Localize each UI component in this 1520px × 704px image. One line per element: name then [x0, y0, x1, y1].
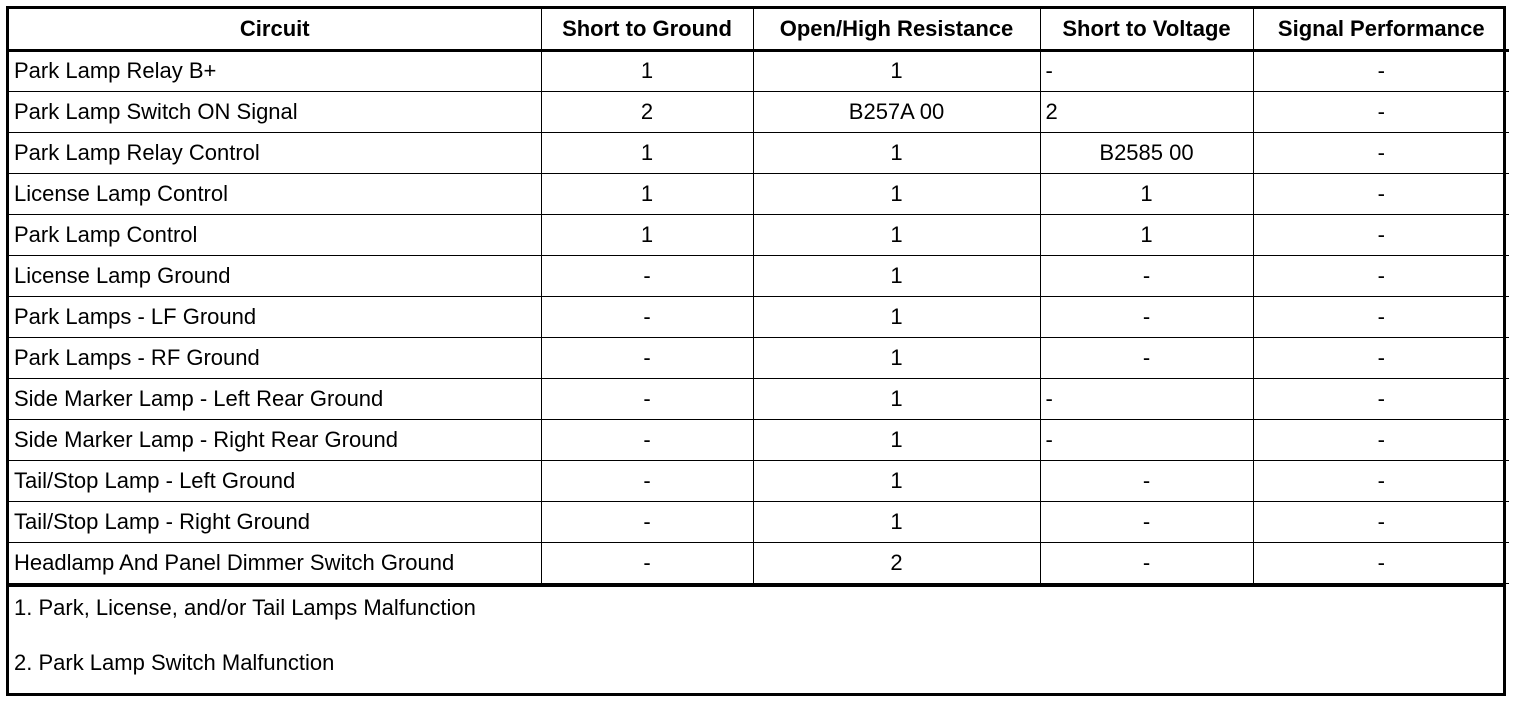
- diagnostic-table-container: [6, 6, 1506, 696]
- short-to-ground-cell: -: [541, 378, 753, 419]
- circuit-dtc-table: [9, 9, 1509, 584]
- short-to-voltage-cell: B2585 00: [1040, 132, 1253, 173]
- short-to-ground-cell: -: [541, 296, 753, 337]
- circuit-cell: Park Lamps - LF Ground: [9, 296, 541, 337]
- circuit-cell: Park Lamp Relay Control: [9, 132, 541, 173]
- open-high-resistance-cell: 1: [753, 460, 1040, 501]
- short-to-voltage-cell: -: [1040, 378, 1253, 419]
- circuit-cell: Park Lamps - RF Ground: [9, 337, 541, 378]
- circuit-cell: Side Marker Lamp - Right Rear Ground: [9, 419, 541, 460]
- footnote-1: 1. Park, License, and/or Tail Lamps Malfunction: [14, 594, 476, 620]
- table-row: [9, 501, 1509, 542]
- open-high-resistance-cell: 1: [753, 173, 1040, 214]
- signal-performance-cell: -: [1253, 173, 1509, 214]
- header-short-to-voltage: Short to Voltage: [1040, 9, 1253, 50]
- short-to-ground-cell: -: [541, 419, 753, 460]
- signal-performance-cell: -: [1253, 132, 1509, 173]
- short-to-voltage-cell: 2: [1040, 91, 1253, 132]
- open-high-resistance-cell: 1: [753, 214, 1040, 255]
- short-to-voltage-cell: -: [1040, 255, 1253, 296]
- short-to-voltage-cell: 1: [1040, 173, 1253, 214]
- header-short-to-ground: Short to Ground: [541, 9, 753, 50]
- circuit-cell: Park Lamp Relay B+: [9, 50, 541, 91]
- signal-performance-cell: -: [1253, 501, 1509, 542]
- short-to-ground-cell: -: [541, 255, 753, 296]
- signal-performance-cell: -: [1253, 50, 1509, 91]
- short-to-ground-cell: -: [541, 460, 753, 501]
- header-open-high-resistance: Open/High Resistance: [753, 9, 1040, 50]
- circuit-cell: License Lamp Ground: [9, 255, 541, 296]
- signal-performance-cell: -: [1253, 460, 1509, 501]
- short-to-voltage-cell: -: [1040, 501, 1253, 542]
- circuit-cell: Tail/Stop Lamp - Right Ground: [9, 501, 541, 542]
- signal-performance-cell: -: [1253, 91, 1509, 132]
- signal-performance-cell: -: [1253, 296, 1509, 337]
- short-to-voltage-cell: -: [1040, 296, 1253, 337]
- signal-performance-cell: -: [1253, 255, 1509, 296]
- footnotes: [9, 584, 1503, 678]
- circuit-cell: Side Marker Lamp - Left Rear Ground: [9, 378, 541, 419]
- short-to-ground-cell: 1: [541, 214, 753, 255]
- table-row: [9, 91, 1509, 132]
- circuit-cell: Headlamp And Panel Dimmer Switch Ground: [9, 542, 541, 583]
- circuit-cell: License Lamp Control: [9, 173, 541, 214]
- table-body: [9, 50, 1509, 583]
- open-high-resistance-cell: 1: [753, 296, 1040, 337]
- open-high-resistance-cell: 1: [753, 501, 1040, 542]
- table-header-row: [9, 9, 1509, 50]
- short-to-voltage-cell: -: [1040, 460, 1253, 501]
- open-high-resistance-cell: B257A 00: [753, 91, 1040, 132]
- circuit-cell: Tail/Stop Lamp - Left Ground: [9, 460, 541, 501]
- short-to-ground-cell: -: [541, 337, 753, 378]
- table-row: [9, 214, 1509, 255]
- open-high-resistance-cell: 1: [753, 50, 1040, 91]
- table-row: [9, 419, 1509, 460]
- short-to-voltage-cell: -: [1040, 419, 1253, 460]
- open-high-resistance-cell: 2: [753, 542, 1040, 583]
- signal-performance-cell: -: [1253, 419, 1509, 460]
- table-row: [9, 255, 1509, 296]
- table-row: [9, 542, 1509, 583]
- table-row: [9, 173, 1509, 214]
- short-to-voltage-cell: 1: [1040, 214, 1253, 255]
- open-high-resistance-cell: 1: [753, 132, 1040, 173]
- short-to-voltage-cell: -: [1040, 542, 1253, 583]
- table-row: [9, 296, 1509, 337]
- circuit-cell: Park Lamp Switch ON Signal: [9, 91, 541, 132]
- short-to-ground-cell: 1: [541, 173, 753, 214]
- short-to-ground-cell: -: [541, 501, 753, 542]
- table-row: [9, 460, 1509, 501]
- short-to-voltage-cell: -: [1040, 337, 1253, 378]
- short-to-ground-cell: 1: [541, 132, 753, 173]
- short-to-ground-cell: -: [541, 542, 753, 583]
- footnote-2: 2. Park Lamp Switch Malfunction: [14, 649, 335, 675]
- signal-performance-cell: -: [1253, 337, 1509, 378]
- short-to-ground-cell: 2: [541, 91, 753, 132]
- open-high-resistance-cell: 1: [753, 419, 1040, 460]
- header-circuit: Circuit: [9, 9, 541, 50]
- table-row: [9, 132, 1509, 173]
- open-high-resistance-cell: 1: [753, 255, 1040, 296]
- table-row: [9, 378, 1509, 419]
- signal-performance-cell: -: [1253, 378, 1509, 419]
- table-row: [9, 50, 1509, 91]
- short-to-ground-cell: 1: [541, 50, 753, 91]
- circuit-cell: Park Lamp Control: [9, 214, 541, 255]
- signal-performance-cell: -: [1253, 214, 1509, 255]
- signal-performance-cell: -: [1253, 542, 1509, 583]
- header-signal-performance: Signal Performance: [1253, 9, 1509, 50]
- short-to-voltage-cell: -: [1040, 50, 1253, 91]
- open-high-resistance-cell: 1: [753, 378, 1040, 419]
- table-row: [9, 337, 1509, 378]
- open-high-resistance-cell: 1: [753, 337, 1040, 378]
